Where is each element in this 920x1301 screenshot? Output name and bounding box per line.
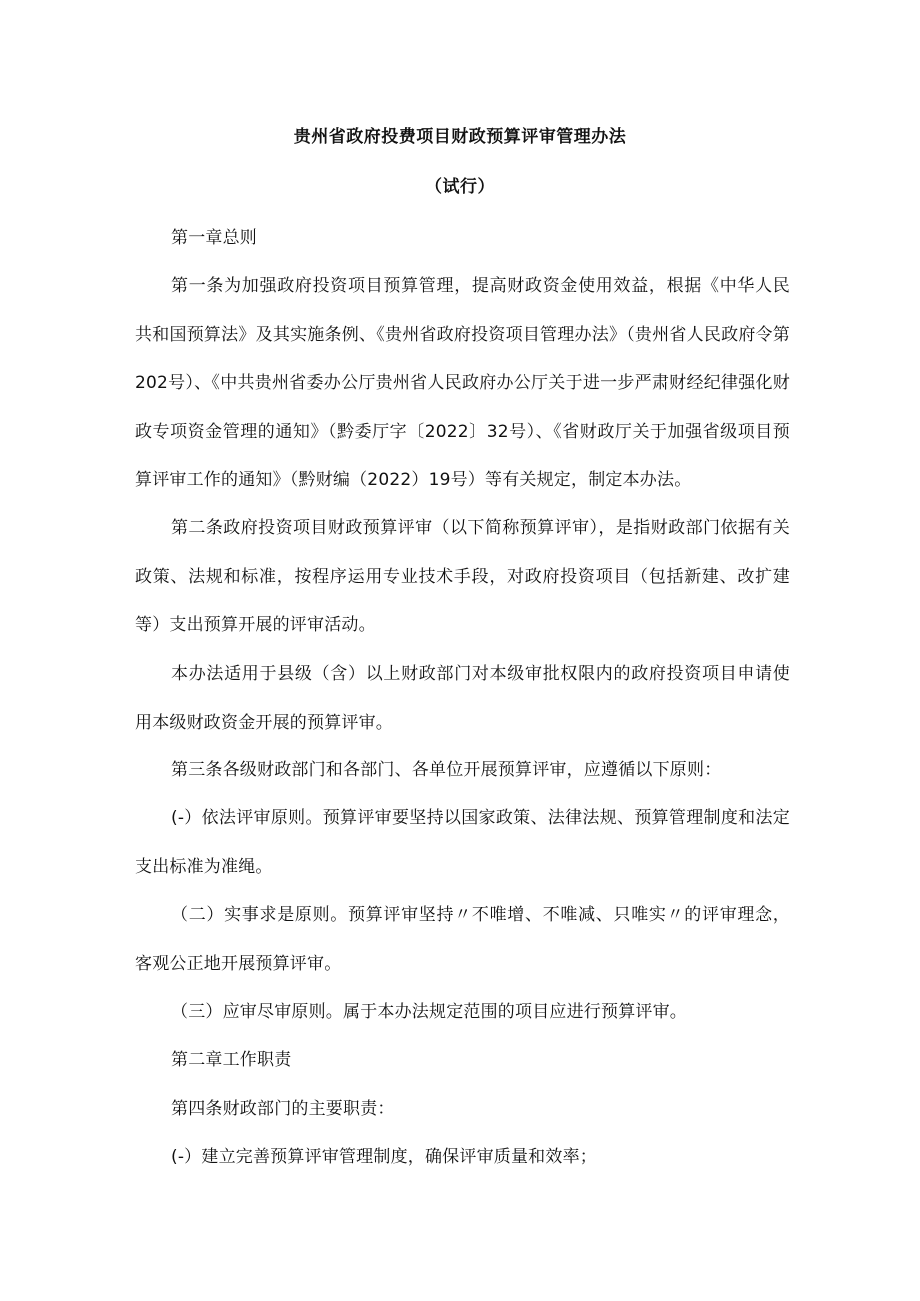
article-3-paragraph: 第三条各级财政部门和各部门、各单位开展预算评审，应遵循以下原则： bbox=[171, 760, 722, 780]
article-4-paragraph: 第四条财政部门的主要职责： bbox=[171, 1099, 395, 1119]
article-2-paragraph: 第二条政府投资项目财政预算评审（以下简称预算评审），是指财政部门依据有关政策、法规和标准，按程序运用专业技术手段，对政府投资项目（包括新建、改扩建等）支出预算开展的评审活动。 bbox=[135, 518, 790, 635]
chapter-2-heading: 第二章工作职责 bbox=[171, 1050, 292, 1070]
principle-3-paragraph: （三）应审尽审原则。属于本办法规定范围的项目应进行预算评审。 bbox=[171, 1002, 687, 1022]
document-subtitle: （试行） bbox=[425, 177, 495, 197]
document-title: 贵州省政府投费项目财政预算评审管理办法 bbox=[293, 127, 627, 147]
article-1-paragraph: 第一条为加强政府投资项目预算管理，提高财政资金使用效益，根据《中华人民共和国预算法》及其实施条例、《贵州省政府投资项目管理办法》（贵州省人民政府令第202号）、《中共贵州省委办公厅贵州省人民政府办公厅关于进一步严肃财经纪律强化财政专项资金管理的通知》（黔委厅字〔2022〕32号）、《省财政厅关于加强省级项目预算评审工作的通知》（黔财编（2022）19号）等有关规定，制定本办法。 bbox=[135, 276, 790, 490]
principle-2-paragraph: （二）实事求是原则。预算评审坚持〃不唯增、不唯减、只唯实〃的评审理念，客观公正地开展预算评审。 bbox=[135, 905, 790, 974]
chapter-1-heading: 第一章总则 bbox=[171, 228, 257, 248]
scope-paragraph: 本办法适用于县级（含）以上财政部门对本级审批权限内的政府投资项目申请使用本级财政资金开展的预算评审。 bbox=[135, 664, 790, 733]
duty-1-paragraph: (-）建立完善预算评审管理制度，确保评审质量和效率； bbox=[171, 1147, 597, 1167]
principle-1-paragraph: (-）依法评审原则。预算评审要坚持以国家政策、法律法规、预算管理制度和法定支出标准为准绳。 bbox=[135, 808, 790, 877]
